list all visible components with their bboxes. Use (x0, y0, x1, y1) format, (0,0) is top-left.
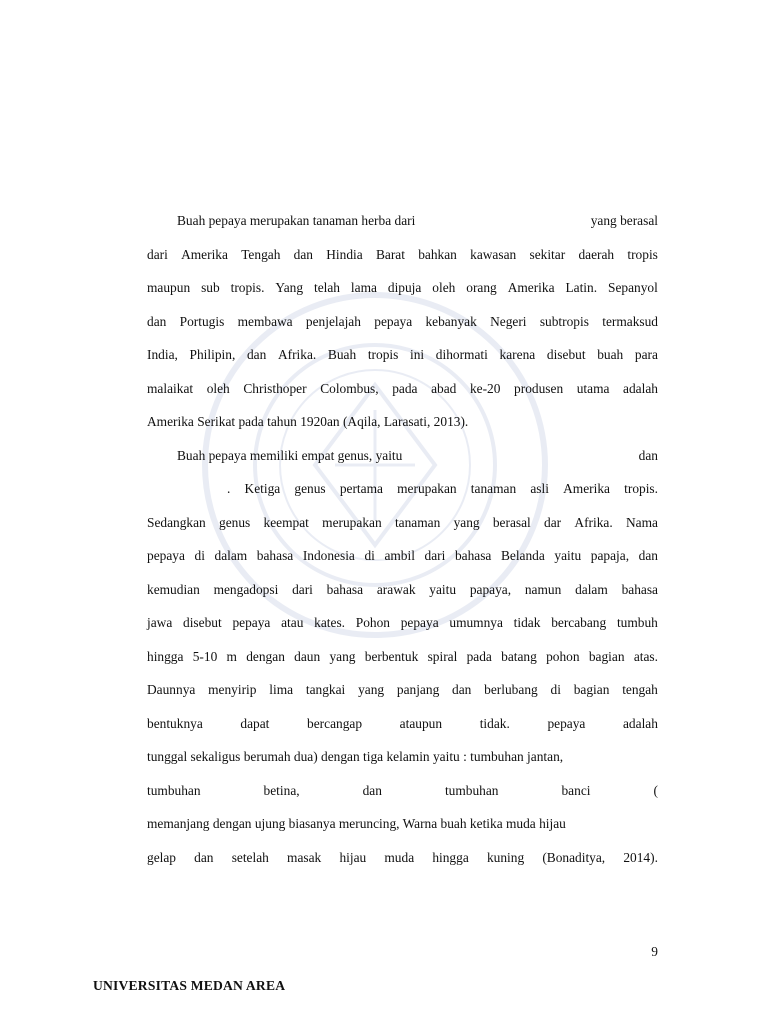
word: tumbuh (616, 615, 658, 630)
text-segment: tunggal sekaligus berumah dua) dengan tiga kelamin yaitu : tumbuhan jantan, (147, 749, 564, 764)
word: disebut (546, 347, 586, 362)
word: Afrika. (574, 514, 613, 530)
word: kuning (486, 849, 525, 865)
word: berbentuk (364, 648, 419, 664)
text-line (147, 472, 658, 506)
text-line (147, 774, 658, 808)
word: di (194, 548, 205, 563)
word: dipuja (387, 280, 422, 295)
word: arawak (376, 581, 416, 597)
text-segment (147, 606, 658, 640)
text-line (147, 338, 658, 372)
word: bentuknya (147, 715, 203, 731)
word: pepaya (232, 615, 271, 630)
text-line (147, 874, 658, 908)
word: papaja, (590, 548, 630, 563)
word: berasal (492, 514, 531, 530)
word: bagian (588, 648, 625, 664)
word: asli (530, 481, 549, 496)
word: di (550, 682, 561, 697)
footer-institution: UNIVERSITAS MEDAN AREA (93, 978, 286, 993)
word: penjelajah (305, 313, 361, 329)
word: ataupun (399, 715, 443, 731)
word: (Bonaditya, (542, 849, 606, 865)
text-segment (147, 338, 658, 372)
word: lama (350, 280, 377, 295)
text-segment: Buah pepaya merupakan tanaman herba dari (177, 213, 416, 228)
word: umumnya (449, 615, 503, 630)
body-text (147, 204, 658, 908)
word: bagian (573, 682, 610, 697)
word: tangkai (305, 682, 346, 697)
paragraph-1 (147, 204, 658, 439)
text-segment: Buah pepaya memiliki empat genus, yaitu (177, 447, 403, 463)
word: Nama (625, 514, 658, 530)
word: dapat (240, 715, 270, 731)
word: m (226, 648, 237, 664)
word: karena (499, 347, 536, 362)
word: hingga (432, 849, 469, 865)
text-segment (147, 774, 658, 808)
word: bahasa (454, 548, 492, 563)
word: termaksud (602, 313, 658, 329)
word: oleh (206, 380, 230, 396)
word: kemudian (147, 581, 200, 597)
word: daun (294, 648, 321, 664)
word: pepaya (147, 548, 185, 563)
word: mengadopsi (213, 581, 279, 597)
word: bahasa (256, 548, 294, 563)
text-line (147, 841, 658, 875)
word: 5-10 (192, 648, 218, 664)
word: menyirip (208, 682, 257, 697)
word: berlubang (484, 682, 538, 697)
word: tanaman (394, 514, 441, 530)
word: pertama (339, 481, 383, 496)
word: Buah (327, 347, 357, 362)
word: dari (292, 581, 313, 597)
word: di (364, 548, 375, 563)
text-segment (147, 271, 658, 305)
word: yang (453, 514, 480, 530)
word: bercabang (551, 615, 607, 630)
word: betina, (263, 782, 300, 798)
word: ( (653, 782, 658, 798)
word: disebut (183, 615, 222, 630)
word: Daunnya (147, 682, 196, 697)
word: adalah (623, 380, 658, 396)
word: Yang (275, 280, 304, 295)
word: gelap (147, 849, 176, 865)
word: papaya, (469, 581, 512, 597)
word: dan (147, 313, 167, 329)
word: namun (524, 581, 562, 597)
word: yang (358, 682, 385, 697)
word: dan (293, 246, 313, 262)
word: Belanda (500, 548, 545, 563)
word: dari (147, 246, 168, 262)
word: Portugis (179, 313, 225, 329)
word: kebanyak (425, 313, 477, 329)
text-segment (147, 673, 658, 707)
word: jawa (147, 615, 173, 630)
word: tropis (367, 347, 399, 362)
text-segment: Amerika Serikat pada tahun 1920an (Aqila, Larasati, 2013). (147, 414, 469, 429)
word: atas. (633, 648, 658, 664)
word: kates. (314, 615, 346, 630)
word: dalam (214, 548, 248, 563)
word: yaitu (554, 548, 582, 563)
word: genus (219, 514, 251, 530)
word: banci (561, 782, 591, 798)
word: Amerika (563, 481, 610, 496)
word: bahasa (326, 581, 364, 597)
word: dari (424, 548, 446, 563)
word: utama (576, 380, 610, 396)
word: batang (501, 648, 537, 664)
text-line (147, 573, 658, 607)
word: Colombus, (320, 380, 379, 396)
word: telah (313, 280, 340, 295)
word: dengan (246, 648, 285, 664)
page-number: 9 (651, 944, 658, 959)
word: lima (269, 682, 294, 697)
word: masak (287, 849, 322, 865)
word: spiral (427, 648, 458, 664)
word: tumbuhan (147, 782, 201, 798)
word: tengah (622, 682, 658, 697)
text-segment (147, 506, 658, 540)
word: Tengah (241, 246, 281, 262)
text-line (147, 271, 658, 305)
text-segment (147, 372, 658, 406)
word: setelah (231, 849, 269, 865)
text-line (147, 539, 658, 573)
word: pepaya (374, 313, 413, 329)
text-line (147, 707, 658, 741)
word: Pohon (355, 615, 390, 630)
word: oleh (432, 280, 456, 295)
text-line (147, 405, 658, 439)
word: bahkan (418, 246, 457, 262)
word: dan (362, 782, 382, 798)
word: hijau (339, 849, 367, 865)
text-line (147, 740, 658, 774)
word: abad (431, 380, 457, 396)
text-segment: yang berasal (590, 213, 658, 228)
word: Afrika. (277, 347, 317, 362)
word: buah (597, 347, 624, 362)
word: daerah (578, 246, 615, 262)
word: adalah (622, 715, 658, 731)
word: pada (466, 648, 492, 664)
word: tumbuhan (444, 782, 499, 798)
word: India, (147, 347, 178, 362)
word: bercangap (307, 715, 363, 731)
word: produsen (514, 380, 564, 396)
word: dan (194, 849, 214, 865)
text-segment (147, 539, 658, 573)
word: dar (544, 514, 562, 530)
word: tropis (627, 246, 658, 262)
text-line (147, 506, 658, 540)
word: Hindia (326, 246, 363, 262)
text-line (147, 439, 658, 473)
word: genus (294, 481, 326, 496)
word: pada (392, 380, 418, 396)
text-segment (147, 573, 658, 607)
word: dihormati (435, 347, 488, 362)
word: pepaya (547, 715, 586, 731)
word: panjang (396, 682, 440, 697)
word: tidak (513, 615, 541, 630)
word: dan (452, 682, 472, 697)
word: dalam (575, 581, 608, 597)
word: dan (246, 347, 267, 362)
word: Amerika (181, 246, 228, 262)
text-segment: memanjang dengan ujung biasanya meruncing, Warna buah ketika muda hijau (147, 816, 566, 831)
word: sekitar (529, 246, 566, 262)
word: pohon (546, 648, 580, 664)
text-segment: dan (638, 447, 658, 463)
word: Negeri (490, 313, 527, 329)
text-line (147, 807, 658, 841)
text-segment (147, 707, 658, 741)
text-line (147, 640, 658, 674)
word: malaikat (147, 380, 194, 396)
word: sub (201, 280, 220, 295)
word: Christhoper (243, 380, 307, 396)
word: membawa (237, 313, 293, 329)
word: ini (410, 347, 425, 362)
word: tropis. (230, 280, 265, 295)
word: ambil (384, 548, 415, 563)
word: ke-20 (469, 380, 501, 396)
word: yang (329, 648, 356, 664)
word: subtropis (539, 313, 589, 329)
word: Indonesia (302, 548, 355, 563)
word: Sedangkan (147, 514, 206, 530)
word: dan (638, 548, 658, 563)
word: hingga (147, 648, 184, 664)
word: orang (466, 280, 497, 295)
word: merupakan (322, 514, 382, 530)
text-segment (147, 305, 658, 339)
word: maupun (147, 280, 191, 295)
word: Barat (375, 246, 405, 262)
word: Sepanyol (608, 280, 658, 295)
word: tanaman (470, 481, 517, 496)
word: merupakan (397, 481, 457, 496)
text-segment (147, 238, 658, 272)
word: Latin. (565, 280, 598, 295)
word: kawasan (470, 246, 517, 262)
text-segment (227, 472, 658, 506)
text-line (147, 238, 658, 272)
text-segment (147, 841, 658, 875)
text-line (147, 606, 658, 640)
word: Philipin, (189, 347, 236, 362)
paragraph-2 (147, 439, 658, 908)
text-line (147, 372, 658, 406)
word: bahasa (621, 581, 658, 597)
word: 2014). (623, 849, 658, 865)
word: Ketiga (244, 481, 281, 496)
word: . (227, 481, 231, 496)
word: pepaya (400, 615, 439, 630)
word: Amerika (507, 280, 555, 295)
text-line (147, 673, 658, 707)
word: muda (384, 849, 415, 865)
text-line (147, 305, 658, 339)
word: keempat (263, 514, 309, 530)
word: tidak. (479, 715, 510, 731)
word: atau (281, 615, 304, 630)
word: para (634, 347, 658, 362)
text-line (147, 204, 658, 238)
word: tropis. (624, 481, 658, 496)
text-segment (147, 640, 658, 674)
word: yaitu (429, 581, 457, 597)
